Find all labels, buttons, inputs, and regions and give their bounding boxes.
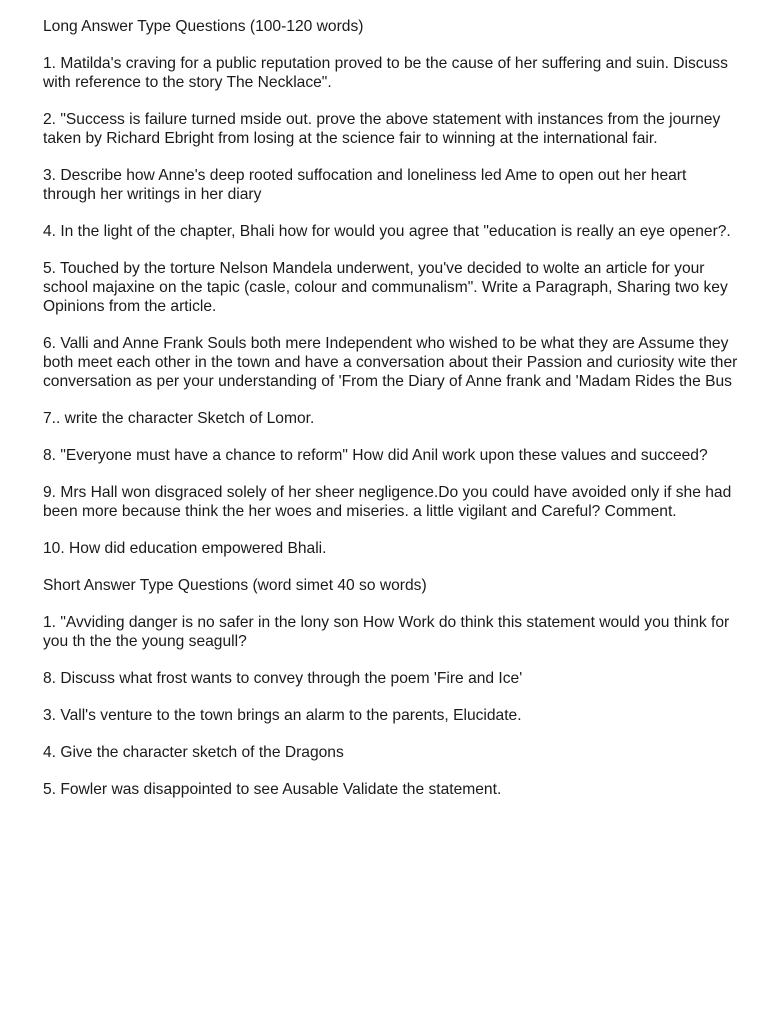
long-question-7: 7.. write the character Sketch of Lomor.	[43, 410, 315, 427]
short-question-2: 8. Discuss what frost wants to convey through the poem 'Fire and Ice'	[43, 670, 523, 687]
short-question-1: 1. "Avviding danger is no safer in the lony son How Work do think this statement would you think for you th the the young seagull?	[43, 614, 730, 650]
long-question-3: 3. Describe how Anne's deep rooted suffocation and loneliness led Ame to open out her heart through her writings in her diary	[43, 167, 687, 203]
short-question-5: 5. Fowler was disappointed to see Ausable Validate the statement.	[43, 781, 502, 798]
long-answer-heading: Long Answer Type Questions (100-120 words)	[43, 18, 364, 35]
long-question-9: 9. Mrs Hall won disgraced solely of her sheer negligence.Do you could have avoided only if she had been more because think the her woes and miseries. a little vigilant and Careful? Comment.	[43, 484, 732, 520]
long-question-6: 6. Valli and Anne Frank Souls both mere Independent who wished to be what they are Assume they both meet each other in the town and have a conversation about their Passion and curiosity wite ther conversation as per your understanding of 'From the Diary of Anne frank and 'Madam Rides the Bus	[43, 335, 738, 390]
long-question-5: 5. Touched by the torture Nelson Mandela underwent, you've decided to wolte an article for your school majaxine on the tapic (casle, colour and communalism". Write a Paragraph, Sharing two key Opinions from the article.	[43, 260, 728, 315]
short-question-3: 3. Vall's venture to the town brings an alarm to the parents, Elucidate.	[43, 707, 522, 724]
long-question-8: 8. "Everyone must have a chance to reform" How did Anil work upon these values and succeed?	[43, 447, 708, 464]
long-question-2: 2. "Success is failure turned mside out. prove the above statement with instances from the journey taken by Richard Ebright from losing at the science fair to winning at the international fair.	[43, 111, 721, 147]
document-page	[43, 17, 743, 817]
short-answer-heading: Short Answer Type Questions (word simet 40 so words)	[43, 577, 427, 594]
short-question-4: 4. Give the character sketch of the Dragons	[43, 744, 344, 761]
long-question-4: 4. In the light of the chapter, Bhali how for would you agree that "education is really an eye opener?.	[43, 223, 731, 240]
long-question-10: 10. How did education empowered Bhali.	[43, 540, 327, 557]
long-question-1: 1. Matilda's craving for a public reputation proved to be the cause of her suffering and suin. Discuss with reference to the story The Necklace".	[43, 55, 728, 91]
